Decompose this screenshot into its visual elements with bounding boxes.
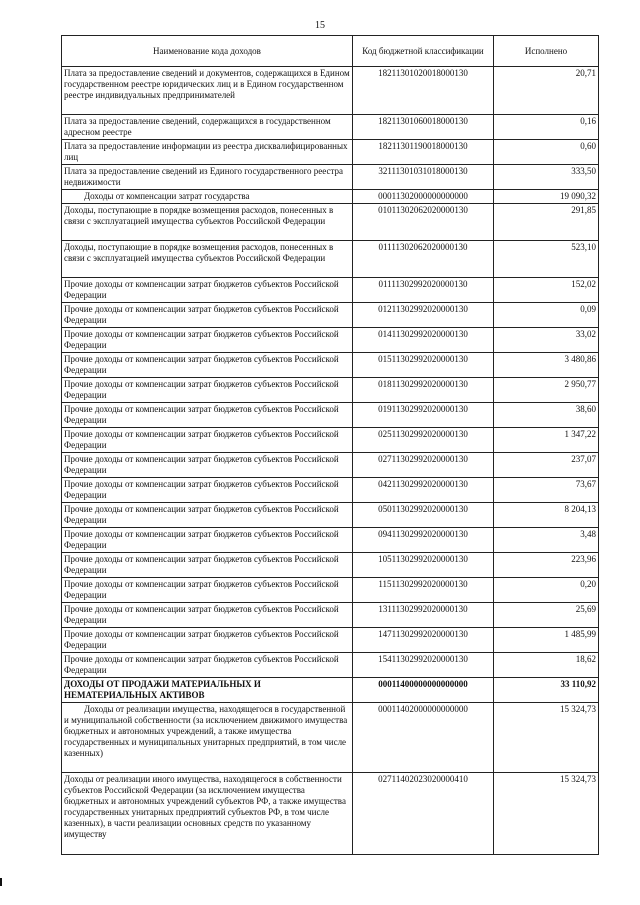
row-amount: 333,50	[494, 165, 599, 190]
row-code: 32111301031018000130	[353, 165, 494, 190]
table-row	[62, 628, 599, 653]
row-amount: 3,48	[494, 528, 599, 553]
row-code: 14711302992020000130	[353, 628, 494, 653]
row-name: Плата за предоставление информации из реестра дисквалифицированных лиц	[62, 140, 353, 165]
row-code: 18211301190018000130	[353, 140, 494, 165]
row-amount: 15 324,73	[494, 703, 599, 773]
row-name: Прочие доходы от компенсации затрат бюджетов субъектов Российской Федерации	[62, 428, 353, 453]
row-amount: 0,09	[494, 303, 599, 328]
table-row	[62, 303, 599, 328]
table-row	[62, 773, 599, 855]
row-code: 02711302992020000130	[353, 453, 494, 478]
row-amount: 523,10	[494, 241, 599, 278]
row-amount: 8 204,13	[494, 503, 599, 528]
row-code: 00011302000000000000	[353, 190, 494, 204]
row-name: Прочие доходы от компенсации затрат бюджетов субъектов Российской Федерации	[62, 378, 353, 403]
table-row	[62, 278, 599, 303]
row-amount: 19 090,32	[494, 190, 599, 204]
table-row	[62, 67, 599, 115]
row-amount: 0,16	[494, 115, 599, 140]
table-row	[62, 328, 599, 353]
table-header-row	[62, 36, 599, 67]
table-row	[62, 378, 599, 403]
header-name: Наименование кода доходов	[62, 36, 353, 67]
section-row	[62, 678, 599, 703]
row-name: Прочие доходы от компенсации затрат бюджетов субъектов Российской Федерации	[62, 603, 353, 628]
row-amount: 1 485,99	[494, 628, 599, 653]
row-name: Прочие доходы от компенсации затрат бюджетов субъектов Российской Федерации	[62, 353, 353, 378]
row-name: Доходы от компенсации затрат государства	[62, 190, 353, 204]
row-amount: 0,20	[494, 578, 599, 603]
row-amount: 15 324,73	[494, 773, 599, 855]
row-amount: 223,96	[494, 553, 599, 578]
row-name: Доходы, поступающие в порядке возмещения расходов, понесенных в связи с эксплуатацией имущества субъектов Российской Федерации	[62, 241, 353, 278]
row-code: 10511302992020000130	[353, 553, 494, 578]
row-name: Прочие доходы от компенсации затрат бюджетов субъектов Российской Федерации	[62, 578, 353, 603]
table-row	[62, 165, 599, 190]
section-amount: 33 110,92	[494, 678, 599, 703]
table-row	[62, 553, 599, 578]
table-row	[62, 528, 599, 553]
row-name: Прочие доходы от компенсации затрат бюджетов субъектов Российской Федерации	[62, 503, 353, 528]
row-amount: 38,60	[494, 403, 599, 428]
row-code: 01011302062020000130	[353, 204, 494, 241]
table-row	[62, 603, 599, 628]
section-name: ДОХОДЫ ОТ ПРОДАЖИ МАТЕРИАЛЬНЫХ И НЕМАТЕРИАЛЬНЫХ АКТИВОВ	[62, 678, 353, 703]
table-row	[62, 190, 599, 204]
row-code: 02511302992020000130	[353, 428, 494, 453]
table-row	[62, 478, 599, 503]
row-name: Прочие доходы от компенсации затрат бюджетов субъектов Российской Федерации	[62, 478, 353, 503]
row-name: Прочие доходы от компенсации затрат бюджетов субъектов Российской Федерации	[62, 453, 353, 478]
row-amount: 237,07	[494, 453, 599, 478]
row-amount: 2 950,77	[494, 378, 599, 403]
table-row	[62, 353, 599, 378]
row-code: 11511302992020000130	[353, 578, 494, 603]
page-number: 15	[315, 20, 325, 31]
row-name: Прочие доходы от компенсации затрат бюджетов субъектов Российской Федерации	[62, 328, 353, 353]
table-row	[62, 503, 599, 528]
table-row	[62, 703, 599, 773]
row-amount: 25,69	[494, 603, 599, 628]
row-amount: 152,02	[494, 278, 599, 303]
header-code: Код бюджетной классификации	[353, 36, 494, 67]
table-row	[62, 115, 599, 140]
row-name: Прочие доходы от компенсации затрат бюджетов субъектов Российской Федерации	[62, 528, 353, 553]
row-amount: 20,71	[494, 67, 599, 115]
row-name: Прочие доходы от компенсации затрат бюджетов субъектов Российской Федерации	[62, 303, 353, 328]
row-code: 15411302992020000130	[353, 653, 494, 678]
row-amount: 73,67	[494, 478, 599, 503]
row-code: 01211302992020000130	[353, 303, 494, 328]
row-code: 01911302992020000130	[353, 403, 494, 428]
row-name: Доходы от реализации имущества, находящегося в государственной и муниципальной собственности (за исключением движимого имущества бюджетных и автономных учреждений, а также имущества государственных и муниципальных унитарных предприятий, в том числе казенных)	[62, 703, 353, 773]
row-amount: 291,85	[494, 204, 599, 241]
section-code: 00011400000000000000	[353, 678, 494, 703]
row-name: Прочие доходы от компенсации затрат бюджетов субъектов Российской Федерации	[62, 403, 353, 428]
row-code: 01111302992020000130	[353, 278, 494, 303]
table-row	[62, 578, 599, 603]
row-name: Плата за предоставление сведений из Единого государственного реестра недвижимости	[62, 165, 353, 190]
header-amount: Исполнено	[494, 36, 599, 67]
table-row	[62, 241, 599, 278]
row-amount: 18,62	[494, 653, 599, 678]
table-row	[62, 453, 599, 478]
row-code: 01111302062020000130	[353, 241, 494, 278]
row-amount: 33,02	[494, 328, 599, 353]
row-amount: 0,60	[494, 140, 599, 165]
row-code: 00011402000000000000	[353, 703, 494, 773]
margin-mark	[0, 878, 2, 886]
row-code: 01411302992020000130	[353, 328, 494, 353]
row-name: Прочие доходы от компенсации затрат бюджетов субъектов Российской Федерации	[62, 653, 353, 678]
row-code: 05011302992020000130	[353, 503, 494, 528]
row-amount: 1 347,22	[494, 428, 599, 453]
row-code: 01511302992020000130	[353, 353, 494, 378]
table-row	[62, 428, 599, 453]
row-code: 02711402023020000410	[353, 773, 494, 855]
row-code: 18211301020018000130	[353, 67, 494, 115]
revenue-table	[61, 35, 599, 855]
row-name: Доходы от реализации иного имущества, находящегося в собственности субъектов Российской Федерации (за исключением имущества бюджетных и автономных учреждений субъектов РФ, а также имущества государственных унитарных предприятий субъектов РФ, в том числе казенных), в части реализации основных средств по указанному имуществу	[62, 773, 353, 855]
row-name: Прочие доходы от компенсации затрат бюджетов субъектов Российской Федерации	[62, 553, 353, 578]
row-code: 04211302992020000130	[353, 478, 494, 503]
row-code: 09411302992020000130	[353, 528, 494, 553]
table-row	[62, 204, 599, 241]
row-code: 18211301060018000130	[353, 115, 494, 140]
table-row	[62, 653, 599, 678]
row-name: Плата за предоставление сведений, содержащихся в государственном адресном реестре	[62, 115, 353, 140]
row-name: Доходы, поступающие в порядке возмещения расходов, понесенных в связи с эксплуатацией имущества субъектов Российской Федерации	[62, 204, 353, 241]
row-code: 13111302992020000130	[353, 603, 494, 628]
row-name: Плата за предоставление сведений и документов, содержащихся в Едином государственном реестре юридических лиц и в Едином государственном реестре индивидуальных предпринимателей	[62, 67, 353, 115]
row-name: Прочие доходы от компенсации затрат бюджетов субъектов Российской Федерации	[62, 278, 353, 303]
table-row	[62, 403, 599, 428]
table-row	[62, 140, 599, 165]
row-code: 01811302992020000130	[353, 378, 494, 403]
row-name: Прочие доходы от компенсации затрат бюджетов субъектов Российской Федерации	[62, 628, 353, 653]
row-amount: 3 480,86	[494, 353, 599, 378]
